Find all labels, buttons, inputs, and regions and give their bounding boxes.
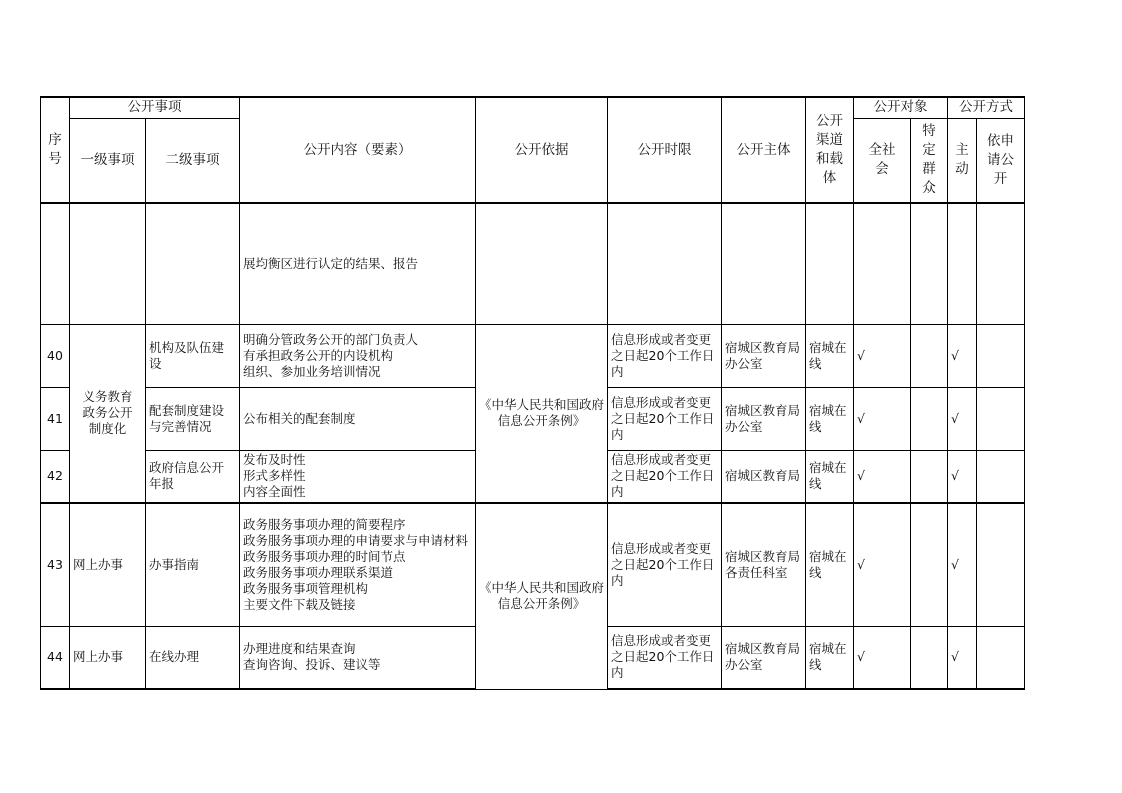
- row-subject: 宿城区教育局各责任科室: [722, 503, 806, 626]
- header-content: 公开内容（要素）: [240, 97, 476, 203]
- table-row: [41, 503, 1025, 626]
- header-level2: 二级事项: [146, 118, 240, 203]
- row-channel: 宿城在线: [806, 324, 854, 387]
- row-seq: 42: [41, 450, 70, 503]
- header-target-public: 全社会: [854, 118, 911, 203]
- row-public-check: √: [854, 626, 911, 689]
- row-subject: 宿城区教育局办公室: [722, 324, 806, 387]
- row-public-check: √: [854, 503, 911, 626]
- row-active-check: √: [948, 387, 977, 450]
- header-subject: 公开主体: [722, 97, 806, 203]
- header-basis: 公开依据: [476, 97, 608, 203]
- row-level2: 在线办理: [146, 626, 240, 689]
- row-level2: 配套制度建设与完善情况: [146, 387, 240, 450]
- header-target-group: 特定群众: [911, 118, 948, 203]
- header-channel: 公开渠道和载体: [806, 97, 854, 203]
- row-apply-check: [977, 503, 1025, 626]
- row-level1: 义务教育政务公开制度化: [70, 324, 146, 503]
- header-time-limit: 公开时限: [608, 97, 722, 203]
- row-public-check: √: [854, 324, 911, 387]
- row-active-check: √: [948, 324, 977, 387]
- header-row-1: [41, 97, 1025, 118]
- row-basis: 《中华人民共和国政府信息公开条例》: [476, 503, 608, 689]
- row-content: 办理进度和结果查询 查询咨询、投诉、建议等: [240, 626, 476, 689]
- row-seq: 44: [41, 626, 70, 689]
- header-method-apply: 依申请公开: [977, 118, 1025, 203]
- row-time-limit: 信息形成或者变更之日起20个工作日内: [608, 450, 722, 503]
- row-basis: 《中华人民共和国政府信息公开条例》: [476, 324, 608, 503]
- row-content: 发布及时性 形式多样性 内容全面性: [240, 450, 476, 503]
- row-group-check: [911, 626, 948, 689]
- row-subject: 宿城区教育局办公室: [722, 626, 806, 689]
- row-seq: 43: [41, 503, 70, 626]
- row-level1: 网上办事: [70, 503, 146, 626]
- row-group-check: [911, 324, 948, 387]
- row-channel: 宿城在线: [806, 387, 854, 450]
- row-active-check: √: [948, 450, 977, 503]
- row-time-limit: 信息形成或者变更之日起20个工作日内: [608, 503, 722, 626]
- header-level1: 一级事项: [70, 118, 146, 203]
- header-matters: 公开事项: [70, 97, 240, 118]
- continued-row: [41, 203, 1025, 324]
- row-level1: 网上办事: [70, 626, 146, 689]
- header-seq: 序号: [41, 97, 70, 203]
- row-public-check: √: [854, 450, 911, 503]
- row-apply-check: [977, 324, 1025, 387]
- header-method-active: 主动: [948, 118, 977, 203]
- row-time-limit: 信息形成或者变更之日起20个工作日内: [608, 387, 722, 450]
- continued-content: 展均衡区进行认定的结果、报告: [240, 203, 476, 324]
- header-method: 公开方式: [948, 97, 1025, 118]
- row-level2: 机构及队伍建设: [146, 324, 240, 387]
- header-target: 公开对象: [854, 97, 948, 118]
- row-group-check: [911, 450, 948, 503]
- row-public-check: √: [854, 387, 911, 450]
- row-time-limit: 信息形成或者变更之日起20个工作日内: [608, 324, 722, 387]
- row-active-check: √: [948, 626, 977, 689]
- row-level2: 政府信息公开年报: [146, 450, 240, 503]
- row-seq: 41: [41, 387, 70, 450]
- row-content: 明确分管政务公开的部门负责人 有承担政务公开的内设机构 组织、参加业务培训情况: [240, 324, 476, 387]
- row-apply-check: [977, 626, 1025, 689]
- row-apply-check: [977, 450, 1025, 503]
- row-content: 公布相关的配套制度: [240, 387, 476, 450]
- row-time-limit: 信息形成或者变更之日起20个工作日内: [608, 626, 722, 689]
- row-subject: 宿城区教育局: [722, 450, 806, 503]
- row-group-check: [911, 503, 948, 626]
- row-channel: 宿城在线: [806, 450, 854, 503]
- row-seq: 40: [41, 324, 70, 387]
- row-channel: 宿城在线: [806, 626, 854, 689]
- row-channel: 宿城在线: [806, 503, 854, 626]
- row-subject: 宿城区教育局办公室: [722, 387, 806, 450]
- row-content: 政务服务事项办理的简要程序 政务服务事项办理的申请要求与申请材料 政务服务事项办理的时间节点 政务服务事项办理联系渠道 政务服务事项管理机构 主要文件下载及链接: [240, 503, 476, 626]
- row-apply-check: [977, 387, 1025, 450]
- row-level2: 办事指南: [146, 503, 240, 626]
- row-active-check: √: [948, 503, 977, 626]
- row-group-check: [911, 387, 948, 450]
- disclosure-table: [40, 96, 1025, 690]
- table-row: [41, 324, 1025, 387]
